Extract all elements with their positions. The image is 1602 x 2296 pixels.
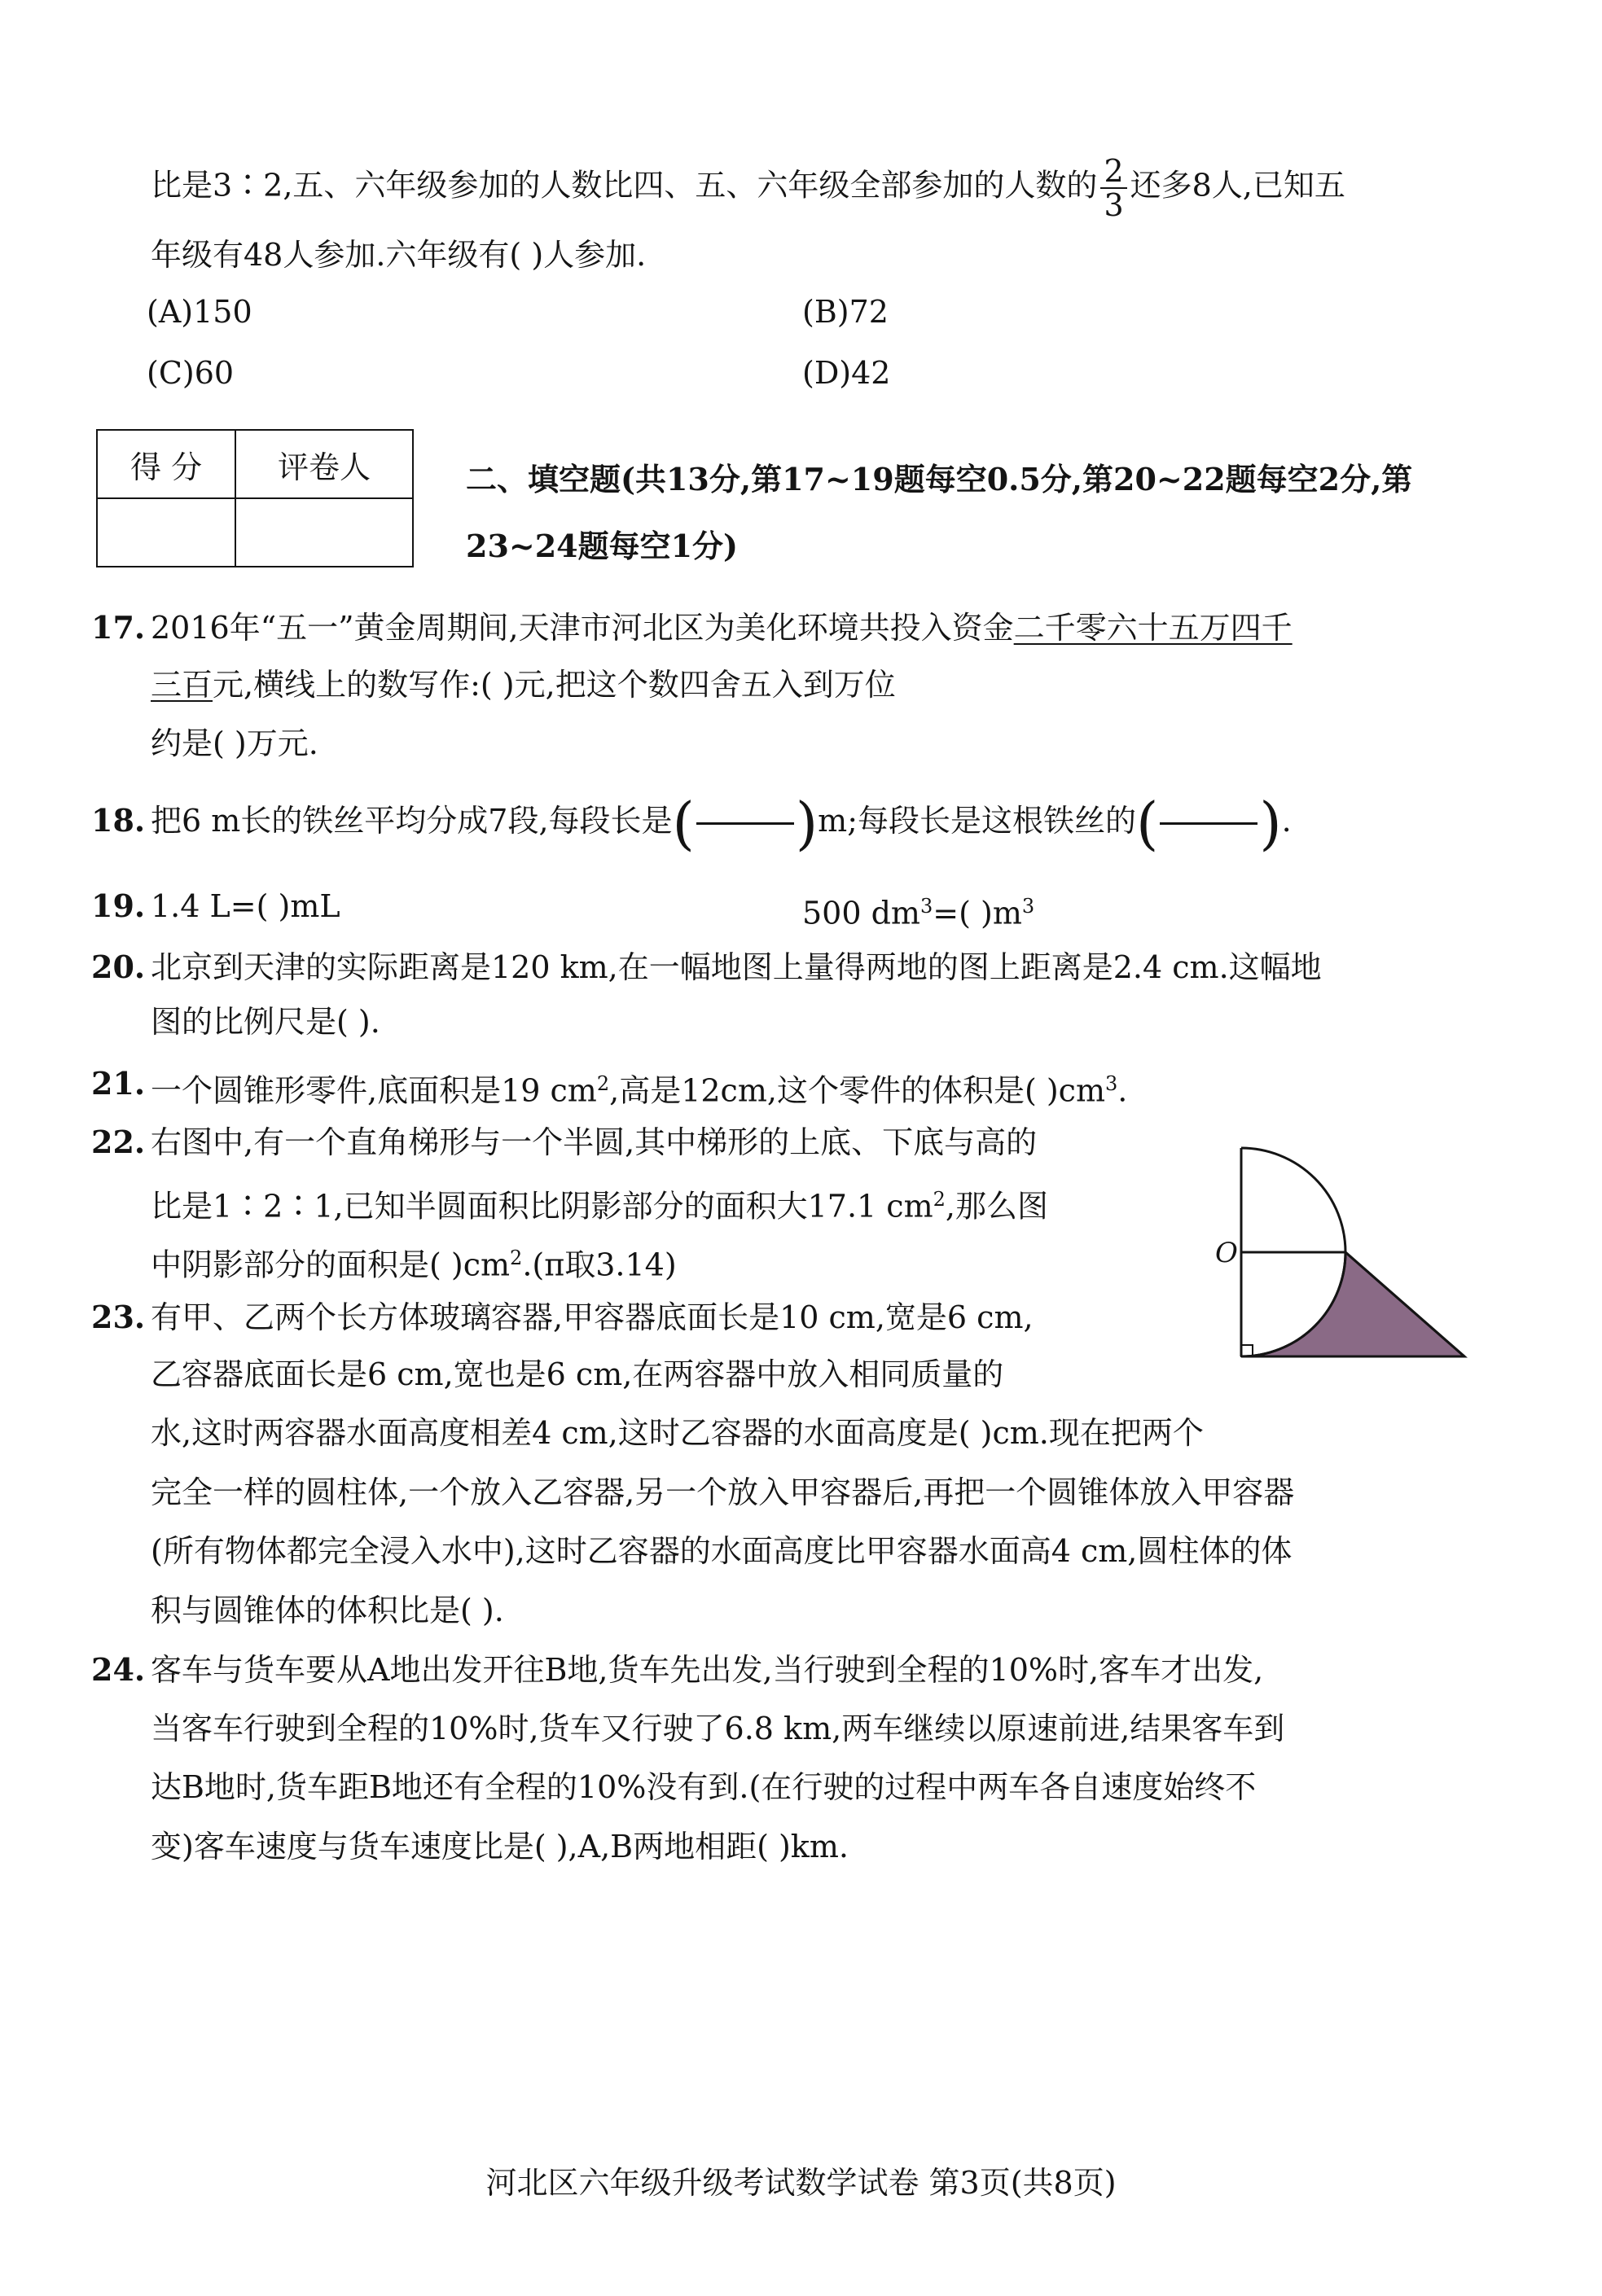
q24-line2: 当客车行驶到全程的10%时,货车又行驶了6.8 km,两车继续以原速前进,结果客车到 — [151, 1711, 1285, 1746]
fraction-two-thirds: $\frac{2}{3}$ — [1100, 155, 1126, 221]
page-footer: 河北区六年级升级考试数学试卷 第3页(共8页) — [485, 2165, 1117, 2201]
score-table — [96, 429, 414, 567]
shaded-region — [1241, 1252, 1464, 1356]
q23-line3: 水,这时两容器水面高度相差4 cm,这时乙容器的水面高度是( )cm.现在把两个 — [151, 1415, 1204, 1451]
fraction-blank — [1160, 822, 1257, 825]
geometry-figure — [1205, 1132, 1474, 1384]
grader-header: 评卷人 — [235, 430, 413, 498]
q24-line3: 达B地时,货车距B地还有全程的10%没有到.(在行驶的过程中两车各自速度始终不 — [151, 1769, 1257, 1805]
q24-line4: 变)客车速度与货车速度比是( ),A,B两地相距( )km. — [151, 1829, 849, 1864]
q22-line2: 比是1∶2∶1,已知半圆面积比阴影部分的面积大17.1 $cm^2$,那么图 — [151, 1188, 1048, 1225]
q23-line4: 完全一样的圆柱体,一个放入乙容器,另一个放入甲容器后,再把一个圆锥体放入甲容器 — [151, 1474, 1295, 1510]
q23-line6: 积与圆锥体的体积比是( ). — [151, 1593, 504, 1628]
option-c: (C)60 — [147, 355, 235, 391]
section-title-fill-in: 二、填空题(共13分,第17~19题每空0.5分,第20~22题每空2分,第23~24题每空1分) — [466, 461, 1413, 564]
q22-line3: 中阴影部分的面积是( )$cm^2.(\pi$取3.14) — [151, 1247, 677, 1283]
q16-line1: 比是3∶2,五、六年级参加的人数比四、五、六年级全部参加的人数的 $\frac{2}{3}$ 还多8人,已知五 — [151, 153, 1345, 223]
fraction-blank — [696, 822, 794, 825]
option-d: (D)42 — [802, 355, 891, 391]
grader-cell — [235, 498, 413, 567]
option-a: (A)150 — [147, 294, 252, 330]
answer-paren: ( — [1136, 790, 1159, 857]
q16-line2: 年级有48人参加.六年级有( )人参加. — [151, 237, 647, 273]
right-angle-mark — [1241, 1345, 1253, 1356]
answer-paren: ( — [672, 790, 695, 857]
q17-line3: 约是( )万元. — [151, 725, 318, 761]
q20-line2: 图的比例尺是( ). — [151, 1004, 380, 1040]
option-b: (B)72 — [802, 294, 889, 330]
score-header: 得 分 — [97, 430, 235, 498]
q23-line5: (所有物体都完全浸入水中),这时乙容器的水面高度比甲容器水面高4 cm,圆柱体的体 — [151, 1533, 1293, 1569]
q17-line2: 三百元,横线上的数写作:( )元,把这个数四舍五入到万位 — [151, 667, 896, 703]
q23-line2: 乙容器底面长是6 cm,宽也是6 cm,在两容器中放入相同质量的 — [151, 1356, 1004, 1392]
point-o-label: O — [1215, 1237, 1238, 1269]
exam-page: 比是3∶2,五、六年级参加的人数比四、五、六年级全部参加的人数的 $\frac{2}{3}$ 还多8人,已知五 年级有48人参加.六年级有( )人参加. (A)150 (B)72 (C)60 (D)42 得 分 评卷人 二、填空题(共13分,第17~19题每空0.5分,第20~22题每空2分,第23~24题每空1分) 17. 2016年“五一”黄金周期间,天津市河北区为美化环境共投入资金二千零六十五万四千 三百元,横线上的数写作:( )元,把这个数四舍五入到万位 约是( )万元. 18. 把6 m长的铁丝平均分成7段,每段长是( )m;每段长是这根铁丝的( ). 19. 1.4 L=( )mL 500 $dm^3=$( )$m^3$ 20. 北京到天津的实际距离是120 km,在一幅地图上量得两地的图上距离是2.4 cm.这幅地 图的比例尺是( ). 21. 一个圆锥形零件,底面积是19 $cm^2$,高是12cm,这个零件的体积是( )$cm^3$. 22. 右图中,有一个直角梯形与一个半圆,其中梯形的上底、下底与高的 比是1∶2∶1,已知半圆面积比阴影部分的面积大17.1 $cm^2$,那么图 中阴影部分的面积是( )$cm^2.(\pi$取3.14) O 23. 有甲、乙两个长方体玻璃容器,甲容器底面长是10 cm,宽是6 cm, 乙容器底面长是6 cm,宽也是6 cm,在两容器中放入相同质量的 水,这时两容器水面高度相差4 cm,这时乙容器的水面高度是( )cm.现在把两个 完全一样的圆柱体,一个放入乙容器,另一个放入甲容器后,再把一个圆锥体放入甲容器 (所有物体都完全浸入水中),这时乙容器的水面高度比甲容器水面高4 cm,圆柱体的体 积与圆锥体的体积比是( ). 24. 客车与货车要从A地出发开往B地,货车先出发,当行驶到全程的10%时,客车才出发, 当客车行驶到全程的10%时,货车又行驶了6.8 km,两车继续以原速前进,结果客车到 达B地时,货车距B地还有全程的10%没有到.(在行驶的过程中两车各自速度始终不 变)客车速度与货车速度比是( ),A,B两地相距( )km. 河北区六年级升级考试数学试卷 第3页(共8页) — [0, 0, 1602, 2296]
score-cell — [97, 498, 235, 567]
